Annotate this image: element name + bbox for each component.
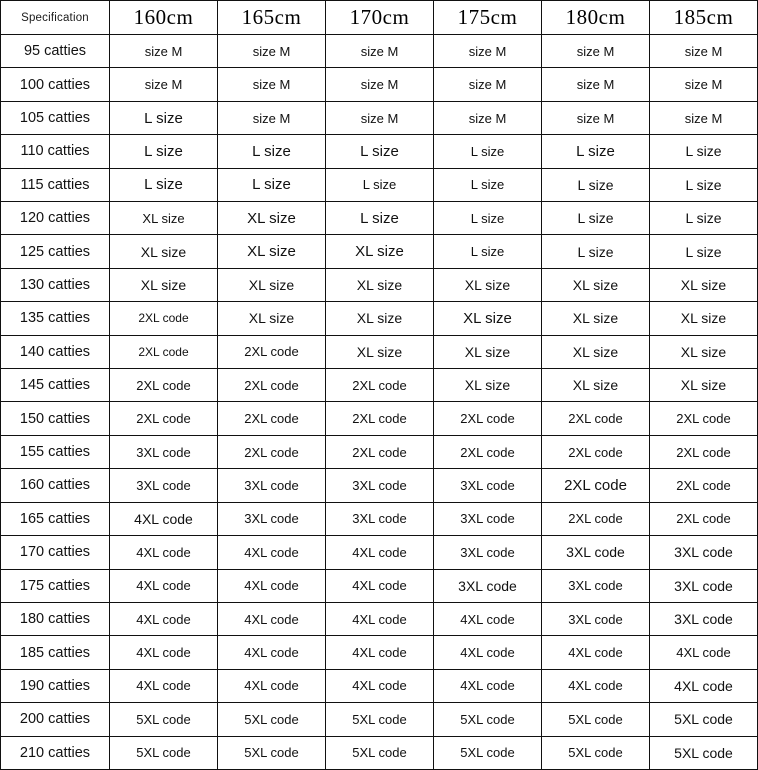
table-cell: 3XL code xyxy=(542,536,650,569)
table-cell: 2XL code xyxy=(218,335,326,368)
table-row xyxy=(1,536,758,569)
table-cell: 4XL code xyxy=(326,636,434,669)
table-cell: 2XL code xyxy=(218,435,326,468)
table-row xyxy=(1,35,758,68)
table-cell: 2XL code xyxy=(326,435,434,468)
table-cell: size M xyxy=(542,35,650,68)
table-cell: XL size xyxy=(542,302,650,335)
column-header-170cm: 170cm xyxy=(326,1,434,35)
table-row xyxy=(1,168,758,201)
table-cell: L size xyxy=(326,168,434,201)
table-row xyxy=(1,202,758,235)
table-cell: L size xyxy=(434,202,542,235)
table-cell: 5XL code xyxy=(650,736,758,769)
table-cell: size M xyxy=(218,101,326,134)
table-cell: XL size xyxy=(218,202,326,235)
table-cell: 4XL code xyxy=(542,636,650,669)
table-cell: size M xyxy=(110,35,218,68)
column-header-175cm: 175cm xyxy=(434,1,542,35)
table-cell: 2XL code xyxy=(110,402,218,435)
table-cell: XL size xyxy=(326,302,434,335)
table-cell: XL size xyxy=(110,202,218,235)
table-cell: 2XL code xyxy=(650,469,758,502)
table-row xyxy=(1,302,758,335)
table-row xyxy=(1,469,758,502)
row-label: 100 catties xyxy=(1,68,110,101)
row-label: 165 catties xyxy=(1,502,110,535)
table-cell: 3XL code xyxy=(542,569,650,602)
table-cell: L size xyxy=(110,135,218,168)
table-cell: 2XL code xyxy=(110,335,218,368)
table-cell: 4XL code xyxy=(434,669,542,702)
row-label: 135 catties xyxy=(1,302,110,335)
table-cell: 2XL code xyxy=(326,402,434,435)
table-cell: 5XL code xyxy=(542,736,650,769)
table-cell: L size xyxy=(110,101,218,134)
table-cell: XL size xyxy=(650,302,758,335)
table-cell: 2XL code xyxy=(542,502,650,535)
table-cell: 4XL code xyxy=(218,602,326,635)
table-cell: 3XL code xyxy=(434,469,542,502)
table-cell: 4XL code xyxy=(326,602,434,635)
table-cell: L size xyxy=(542,168,650,201)
table-cell: size M xyxy=(326,68,434,101)
table-cell: XL size xyxy=(110,268,218,301)
table-row xyxy=(1,335,758,368)
table-cell: XL size xyxy=(326,235,434,268)
column-header-180cm: 180cm xyxy=(542,1,650,35)
row-label: 95 catties xyxy=(1,35,110,68)
table-cell: 3XL code xyxy=(218,502,326,535)
table-cell: 5XL code xyxy=(218,736,326,769)
table-cell: 3XL code xyxy=(110,469,218,502)
table-cell: size M xyxy=(650,35,758,68)
table-cell: size M xyxy=(434,101,542,134)
table-cell: L size xyxy=(650,235,758,268)
row-label: 110 catties xyxy=(1,135,110,168)
table-row xyxy=(1,235,758,268)
table-cell: L size xyxy=(218,135,326,168)
table-cell: XL size xyxy=(650,268,758,301)
table-cell: 4XL code xyxy=(218,636,326,669)
row-label: 140 catties xyxy=(1,335,110,368)
table-cell: 4XL code xyxy=(650,669,758,702)
table-cell: 2XL code xyxy=(110,302,218,335)
row-label: 175 catties xyxy=(1,569,110,602)
table-cell: 4XL code xyxy=(434,602,542,635)
table-cell: L size xyxy=(650,168,758,201)
table-cell: L size xyxy=(326,202,434,235)
table-cell: size M xyxy=(326,35,434,68)
table-cell: 2XL code xyxy=(110,369,218,402)
table-cell: XL size xyxy=(218,268,326,301)
table-cell: 3XL code xyxy=(542,602,650,635)
table-cell: 5XL code xyxy=(326,703,434,736)
table-cell: size M xyxy=(110,68,218,101)
table-cell: size M xyxy=(218,35,326,68)
table-cell: 5XL code xyxy=(542,703,650,736)
table-cell: size M xyxy=(650,101,758,134)
table-cell: L size xyxy=(434,135,542,168)
table-cell: 5XL code xyxy=(326,736,434,769)
table-row xyxy=(1,669,758,702)
table-cell: L size xyxy=(110,168,218,201)
table-cell: 3XL code xyxy=(326,502,434,535)
table-cell: 4XL code xyxy=(110,669,218,702)
table-cell: size M xyxy=(542,68,650,101)
table-cell: 4XL code xyxy=(218,569,326,602)
table-cell: XL size xyxy=(542,268,650,301)
table-cell: 5XL code xyxy=(218,703,326,736)
table-cell: XL size xyxy=(218,235,326,268)
table-cell: L size xyxy=(542,235,650,268)
table-cell: 2XL code xyxy=(218,402,326,435)
row-label: 155 catties xyxy=(1,435,110,468)
table-cell: XL size xyxy=(434,335,542,368)
table-row xyxy=(1,602,758,635)
table-cell: 4XL code xyxy=(110,569,218,602)
specification-header: Specification xyxy=(1,1,110,35)
table-cell: 5XL code xyxy=(434,703,542,736)
table-cell: 4XL code xyxy=(110,636,218,669)
row-label: 125 catties xyxy=(1,235,110,268)
table-cell: 3XL code xyxy=(434,569,542,602)
table-cell: 4XL code xyxy=(326,569,434,602)
table-cell: size M xyxy=(542,101,650,134)
table-row xyxy=(1,502,758,535)
table-cell: L size xyxy=(434,168,542,201)
table-cell: L size xyxy=(326,135,434,168)
table-cell: XL size xyxy=(434,268,542,301)
table-cell: size M xyxy=(434,68,542,101)
table-cell: 3XL code xyxy=(434,536,542,569)
table-header-row xyxy=(1,1,758,35)
row-label: 190 catties xyxy=(1,669,110,702)
table-cell: 2XL code xyxy=(434,402,542,435)
table-cell: size M xyxy=(650,68,758,101)
table-cell: 2XL code xyxy=(542,469,650,502)
table-cell: 5XL code xyxy=(434,736,542,769)
row-label: 180 catties xyxy=(1,602,110,635)
table-row xyxy=(1,268,758,301)
table-cell: XL size xyxy=(110,235,218,268)
table-cell: L size xyxy=(542,135,650,168)
table-row xyxy=(1,402,758,435)
row-label: 200 catties xyxy=(1,703,110,736)
table-body xyxy=(1,35,758,770)
table-row xyxy=(1,636,758,669)
row-label: 130 catties xyxy=(1,268,110,301)
table-cell: L size xyxy=(542,202,650,235)
table-cell: 4XL code xyxy=(218,669,326,702)
row-label: 115 catties xyxy=(1,168,110,201)
table-cell: L size xyxy=(218,168,326,201)
table-cell: 2XL code xyxy=(650,502,758,535)
table-cell: 4XL code xyxy=(542,669,650,702)
table-cell: 5XL code xyxy=(650,703,758,736)
table-cell: 4XL code xyxy=(218,536,326,569)
table-cell: size M xyxy=(434,35,542,68)
table-cell: 3XL code xyxy=(434,502,542,535)
table-cell: 4XL code xyxy=(434,636,542,669)
row-label: 145 catties xyxy=(1,369,110,402)
table-cell: size M xyxy=(218,68,326,101)
table-cell: L size xyxy=(650,135,758,168)
table-cell: 2XL code xyxy=(542,402,650,435)
table-cell: 3XL code xyxy=(650,536,758,569)
table-cell: L size xyxy=(650,202,758,235)
table-cell: XL size xyxy=(542,335,650,368)
table-cell: 2XL code xyxy=(326,369,434,402)
table-cell: 5XL code xyxy=(110,736,218,769)
table-row xyxy=(1,736,758,769)
column-header-185cm: 185cm xyxy=(650,1,758,35)
table-cell: 3XL code xyxy=(650,602,758,635)
table-cell: 3XL code xyxy=(326,469,434,502)
table-cell: 4XL code xyxy=(650,636,758,669)
table-cell: 3XL code xyxy=(218,469,326,502)
row-label: 150 catties xyxy=(1,402,110,435)
table-cell: 4XL code xyxy=(110,536,218,569)
table-cell: XL size xyxy=(326,268,434,301)
table-cell: XL size xyxy=(434,369,542,402)
table-cell: 2XL code xyxy=(650,402,758,435)
table-cell: 2XL code xyxy=(218,369,326,402)
table-cell: 3XL code xyxy=(110,435,218,468)
table-cell: 4XL code xyxy=(326,669,434,702)
table-row xyxy=(1,68,758,101)
table-cell: 2XL code xyxy=(434,435,542,468)
table-cell: XL size xyxy=(326,335,434,368)
table-cell: 4XL code xyxy=(326,536,434,569)
table-cell: XL size xyxy=(218,302,326,335)
row-label: 185 catties xyxy=(1,636,110,669)
table-cell: 4XL code xyxy=(110,502,218,535)
table-cell: 5XL code xyxy=(110,703,218,736)
table-cell: XL size xyxy=(434,302,542,335)
table-row xyxy=(1,569,758,602)
table-row xyxy=(1,101,758,134)
table-row xyxy=(1,369,758,402)
table-cell: XL size xyxy=(650,335,758,368)
column-header-165cm: 165cm xyxy=(218,1,326,35)
table-row xyxy=(1,435,758,468)
table-header xyxy=(1,1,758,35)
table-row xyxy=(1,703,758,736)
row-label: 120 catties xyxy=(1,202,110,235)
table-cell: 2XL code xyxy=(542,435,650,468)
table-cell: 4XL code xyxy=(110,602,218,635)
row-label: 210 catties xyxy=(1,736,110,769)
row-label: 160 catties xyxy=(1,469,110,502)
row-label: 105 catties xyxy=(1,101,110,134)
row-label: 170 catties xyxy=(1,536,110,569)
column-header-160cm: 160cm xyxy=(110,1,218,35)
table-cell: XL size xyxy=(650,369,758,402)
table-cell: 3XL code xyxy=(650,569,758,602)
table-cell: XL size xyxy=(542,369,650,402)
table-cell: size M xyxy=(326,101,434,134)
table-cell: L size xyxy=(434,235,542,268)
table-cell: 2XL code xyxy=(650,435,758,468)
table-row xyxy=(1,135,758,168)
